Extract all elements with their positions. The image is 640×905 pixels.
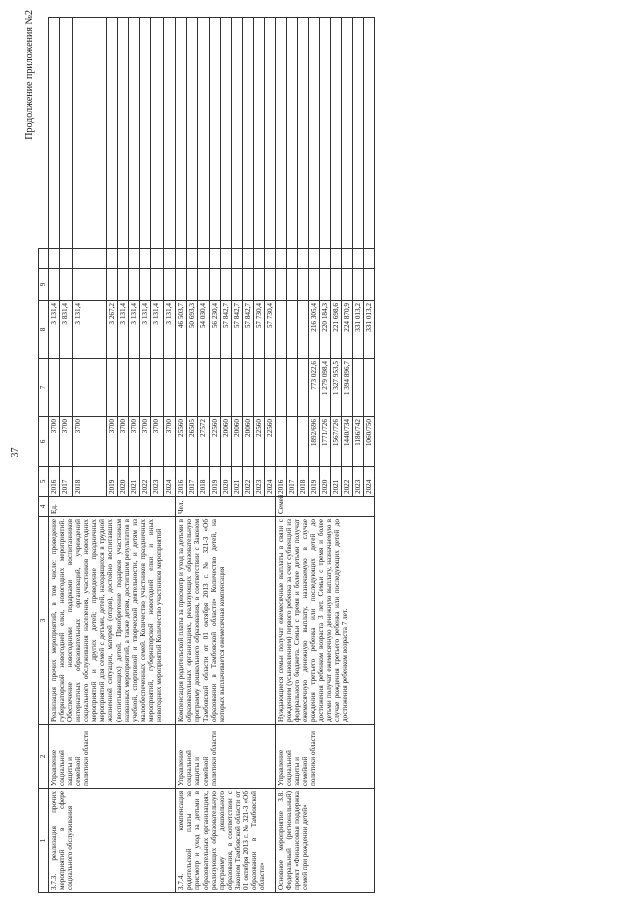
value-cell: [286, 359, 297, 417]
value-cell: 25560: [176, 417, 187, 467]
value-cell: [231, 359, 242, 417]
value-cell: 216 305,4: [309, 301, 320, 359]
value-cell: 27572: [198, 417, 209, 467]
value-cell: [209, 249, 220, 269]
value-cell: 1 279 098,4: [320, 359, 331, 417]
column-number: 9: [39, 269, 49, 301]
value-cell: 3700: [73, 417, 107, 467]
value-cell: [187, 359, 198, 417]
value-cell: 22560: [209, 417, 220, 467]
year-cell: 2023: [151, 467, 164, 497]
year-cell: 2023: [353, 467, 364, 497]
empty-cell: [231, 18, 242, 249]
column-number: [39, 249, 49, 269]
value-cell: [151, 269, 164, 301]
value-cell: 3 131,4: [49, 301, 60, 359]
executor-cell: Управление социальной защиты и семейной политики области: [275, 725, 375, 789]
value-cell: [286, 417, 297, 467]
value-cell: 1567/726: [331, 417, 342, 467]
table-body: [49, 18, 375, 893]
value-cell: [286, 249, 297, 269]
empty-cell: [129, 18, 140, 249]
value-cell: [60, 269, 73, 301]
value-cell: [151, 359, 164, 417]
value-cell: [353, 359, 364, 417]
value-cell: [331, 249, 342, 269]
table-row: [275, 18, 286, 893]
value-cell: [242, 249, 253, 269]
year-cell: 2024: [364, 467, 375, 497]
value-cell: 20060: [242, 417, 253, 467]
value-cell: [286, 269, 297, 301]
value-cell: 221 698,6: [331, 301, 342, 359]
column-number: 2: [39, 725, 49, 789]
column-number: 4: [39, 497, 49, 517]
value-cell: [220, 269, 231, 301]
empty-cell: [198, 18, 209, 249]
value-cell: 3700: [129, 417, 140, 467]
year-cell: 2019: [107, 467, 118, 497]
value-cell: [342, 269, 353, 301]
value-cell: [140, 249, 151, 269]
executor-cell: Управление социальной защиты и семейной политики области: [49, 725, 176, 789]
empty-cell: [220, 18, 231, 249]
value-cell: 46 503,7: [176, 301, 187, 359]
value-cell: [253, 249, 264, 269]
value-cell: [151, 249, 164, 269]
value-cell: 57 842,7: [242, 301, 253, 359]
empty-cell: [253, 18, 264, 249]
value-cell: 50 693,3: [187, 301, 198, 359]
value-cell: 3 131,4: [140, 301, 151, 359]
value-cell: [176, 249, 187, 269]
value-cell: [309, 269, 320, 301]
value-cell: 3700: [118, 417, 129, 467]
value-cell: [129, 269, 140, 301]
year-cell: 2022: [140, 467, 151, 497]
empty-cell: [107, 18, 118, 249]
value-cell: [364, 249, 375, 269]
value-cell: 26505: [187, 417, 198, 467]
empty-cell: [331, 18, 342, 249]
value-cell: 57 730,4: [264, 301, 275, 359]
column-number: 5: [39, 467, 49, 497]
column-number: 8: [39, 301, 49, 359]
value-cell: 3 267,2: [107, 301, 118, 359]
continuation-label: Продолжение приложения №2: [24, 10, 35, 140]
year-cell: 2018: [73, 467, 107, 497]
value-cell: [164, 249, 176, 269]
value-cell: [140, 269, 151, 301]
empty-cell: [73, 18, 107, 249]
empty-cell: [264, 18, 275, 249]
measure-cell: Основное мероприятие 3.8. Федеральный (региональный) проект «Финансовая поддержка семей при рождении детей»: [275, 789, 375, 893]
value-cell: 22560: [264, 417, 275, 467]
unit-cell: Ед.: [49, 497, 176, 517]
value-cell: [73, 359, 107, 417]
unit-cell: Чел.: [176, 497, 276, 517]
value-cell: 20060: [220, 417, 231, 467]
empty-cell: [275, 18, 286, 249]
value-cell: [298, 269, 309, 301]
value-cell: [353, 269, 364, 301]
value-cell: 1186/742: [353, 417, 364, 467]
measure-cell: 3.7.3. реализация прочих мероприятий в сфере социального обслуживания: [49, 789, 176, 893]
value-cell: 3700: [151, 417, 164, 467]
unit-cell: Семей: [275, 497, 375, 517]
empty-cell: [286, 18, 297, 249]
value-cell: [264, 269, 275, 301]
year-cell: 2022: [242, 467, 253, 497]
value-cell: [198, 249, 209, 269]
value-cell: 57 730,4: [253, 301, 264, 359]
year-cell: 2019: [309, 467, 320, 497]
empty-cell: [364, 18, 375, 249]
value-cell: [275, 249, 286, 269]
value-cell: [264, 359, 275, 417]
year-cell: 2021: [129, 467, 140, 497]
value-cell: 57 842,7: [220, 301, 231, 359]
value-cell: 20060: [231, 417, 242, 467]
empty-cell: [151, 18, 164, 249]
value-cell: [342, 249, 353, 269]
empty-cell: [242, 18, 253, 249]
value-cell: 3700: [49, 417, 60, 467]
value-cell: [198, 269, 209, 301]
value-cell: [164, 359, 176, 417]
value-cell: [73, 249, 107, 269]
empty-cell: [353, 18, 364, 249]
value-cell: [140, 359, 151, 417]
year-cell: 2016: [49, 467, 60, 497]
empty-cell: [187, 18, 198, 249]
value-cell: 3700: [140, 417, 151, 467]
value-cell: [309, 249, 320, 269]
column-number: 6: [39, 417, 49, 467]
measures-table: [38, 17, 375, 893]
value-cell: [253, 359, 264, 417]
value-cell: 1060/750: [364, 417, 375, 467]
value-cell: [118, 249, 129, 269]
value-cell: [49, 269, 60, 301]
value-cell: 220 184,3: [320, 301, 331, 359]
value-cell: [264, 249, 275, 269]
value-cell: [164, 269, 176, 301]
executor-cell: Управление социальной защиты и семейной политики области: [176, 725, 276, 789]
empty-cell: [176, 18, 187, 249]
value-cell: 1 394 896,7: [342, 359, 353, 417]
year-cell: 2024: [264, 467, 275, 497]
table-row: [49, 18, 60, 893]
table-row: [176, 18, 187, 893]
empty-cell: [60, 18, 73, 249]
value-cell: [353, 249, 364, 269]
year-cell: 2019: [209, 467, 220, 497]
indicator-cell: Реализация прочих мероприятий, в том числе: проведение губернаторской новогодней елки, новогодних мероприятий. Обеспечение новогодними подарками воспитанников интернатных образовательных организаций, учреждений социального обслуживания населения, участников новогодних мероприятий и других детей; проведение праздничных мероприятий для семей с детьми, детей, находящихся в трудной жизненной ситуации, матерей (отцов), достойно воспитавших (воспитывающих) детей. Приобретение подарков участникам названных мероприятий, а также детям, достигшим результатов в учебной, спортивной и творческой деятельности, и детям из малообеспеченных семей. Количество участников праздничных мероприятий, губернаторской новогодней елки и иных новогодних мероприятий Количество участников мероприятий: [49, 517, 176, 725]
value-cell: [275, 301, 286, 359]
value-cell: [107, 249, 118, 269]
value-cell: [129, 359, 140, 417]
value-cell: [298, 417, 309, 467]
year-cell: 2018: [198, 467, 209, 497]
value-cell: [231, 249, 242, 269]
year-cell: 2020: [118, 467, 129, 497]
year-cell: 2016: [176, 467, 187, 497]
year-cell: 2017: [187, 467, 198, 497]
value-cell: [298, 249, 309, 269]
value-cell: 3 831,4: [60, 301, 73, 359]
indicator-cell: Компенсация родительской платы за присмотр и уход за детьми в образовательных организациях, реализующих образовательную программу дошкольного образования, в соответствии с Законом Тамбовской области от 01 октября 2013 г. № 321-3 «Об образовании в Тамбовской области» Количество детей, на которых выплачивается ежемесячная компенсация: [176, 517, 276, 725]
page-number: 37: [10, 447, 21, 458]
value-cell: 57 842,7: [231, 301, 242, 359]
empty-cell: [49, 18, 60, 249]
value-cell: 3 131,4: [73, 301, 107, 359]
measure-cell: 3.7.4. компенсация родительской платы за присмотр и уход за детьми в образовательных организациях, реализующих образовательную программу дошкольного образования, в соответствии с Законом Тамбовской области от 01 октября 2013 г. № 321-3 «Об образовании в Тамбовской области»: [176, 789, 276, 893]
value-cell: [60, 249, 73, 269]
value-cell: [320, 249, 331, 269]
value-cell: 3 131,4: [118, 301, 129, 359]
value-cell: 331 013,2: [353, 301, 364, 359]
value-cell: [187, 269, 198, 301]
value-cell: 3 131,4: [129, 301, 140, 359]
value-cell: [275, 269, 286, 301]
value-cell: [176, 359, 187, 417]
column-number: 3: [39, 517, 49, 725]
value-cell: 1892/696: [309, 417, 320, 467]
year-cell: 2021: [231, 467, 242, 497]
value-cell: 224 870,9: [342, 301, 353, 359]
empty-cell: [209, 18, 220, 249]
value-cell: 56 230,4: [209, 301, 220, 359]
value-cell: [118, 269, 129, 301]
year-cell: 2020: [220, 467, 231, 497]
value-cell: [242, 359, 253, 417]
value-cell: [220, 359, 231, 417]
indicator-cell: Нуждающиеся семьи получат ежемесячные выплаты в связи с рождением (усыновлением) первого ребенка за счет субвенций из федерального бюджета. Семьи с тремя и более детьми получат ежемесячную денежную выплату, назначаемую в случае рождения третьего ребенка или последующих детей до достижения ребенком возраста 3 лет. Семьи с тремя и более детьми получат ежемесячную денежную выплату, назначаемую в случае рождения третьего ребенка или последующих детей до достижения ребенком возраста 7 лет.: [275, 517, 375, 725]
value-cell: [242, 269, 253, 301]
value-cell: [320, 269, 331, 301]
value-cell: [231, 269, 242, 301]
value-cell: 1440/734: [342, 417, 353, 467]
value-cell: [220, 249, 231, 269]
value-cell: 1 327 953,5: [331, 359, 342, 417]
value-cell: 1771/726: [320, 417, 331, 467]
value-cell: [364, 359, 375, 417]
value-cell: [187, 249, 198, 269]
value-cell: [209, 359, 220, 417]
value-cell: [275, 417, 286, 467]
value-cell: 54 030,4: [198, 301, 209, 359]
value-cell: [298, 301, 309, 359]
year-cell: 2017: [60, 467, 73, 497]
value-cell: 3700: [164, 417, 176, 467]
column-number-row: [39, 18, 49, 893]
year-cell: 2024: [164, 467, 176, 497]
year-cell: 2016: [275, 467, 286, 497]
value-cell: [73, 269, 107, 301]
column-number: 1: [39, 789, 49, 893]
empty-cell: [140, 18, 151, 249]
value-cell: 3 131,4: [164, 301, 176, 359]
year-cell: 2023: [253, 467, 264, 497]
value-cell: [275, 359, 286, 417]
value-cell: [198, 359, 209, 417]
value-cell: [129, 249, 140, 269]
value-cell: 3700: [107, 417, 118, 467]
value-cell: [298, 359, 309, 417]
value-cell: 3700: [60, 417, 73, 467]
value-cell: [209, 269, 220, 301]
year-cell: 2021: [331, 467, 342, 497]
value-cell: [107, 269, 118, 301]
year-cell: 2018: [298, 467, 309, 497]
year-cell: 2017: [286, 467, 297, 497]
value-cell: [364, 269, 375, 301]
year-cell: 2020: [320, 467, 331, 497]
empty-cell: [309, 18, 320, 249]
value-cell: 773 022,6: [309, 359, 320, 417]
column-number: 7: [39, 359, 49, 417]
value-cell: [286, 301, 297, 359]
empty-cell: [298, 18, 309, 249]
value-cell: 22560: [253, 417, 264, 467]
value-cell: [176, 269, 187, 301]
value-cell: [118, 359, 129, 417]
value-cell: [253, 269, 264, 301]
empty-cell: [164, 18, 176, 249]
value-cell: [60, 359, 73, 417]
value-cell: 331 013,2: [364, 301, 375, 359]
empty-cell: [342, 18, 353, 249]
value-cell: [49, 249, 60, 269]
value-cell: [49, 359, 60, 417]
value-cell: [107, 359, 118, 417]
empty-cell: [320, 18, 331, 249]
empty-cell: [118, 18, 129, 249]
value-cell: 3 131,4: [151, 301, 164, 359]
year-cell: 2022: [342, 467, 353, 497]
value-cell: [331, 269, 342, 301]
